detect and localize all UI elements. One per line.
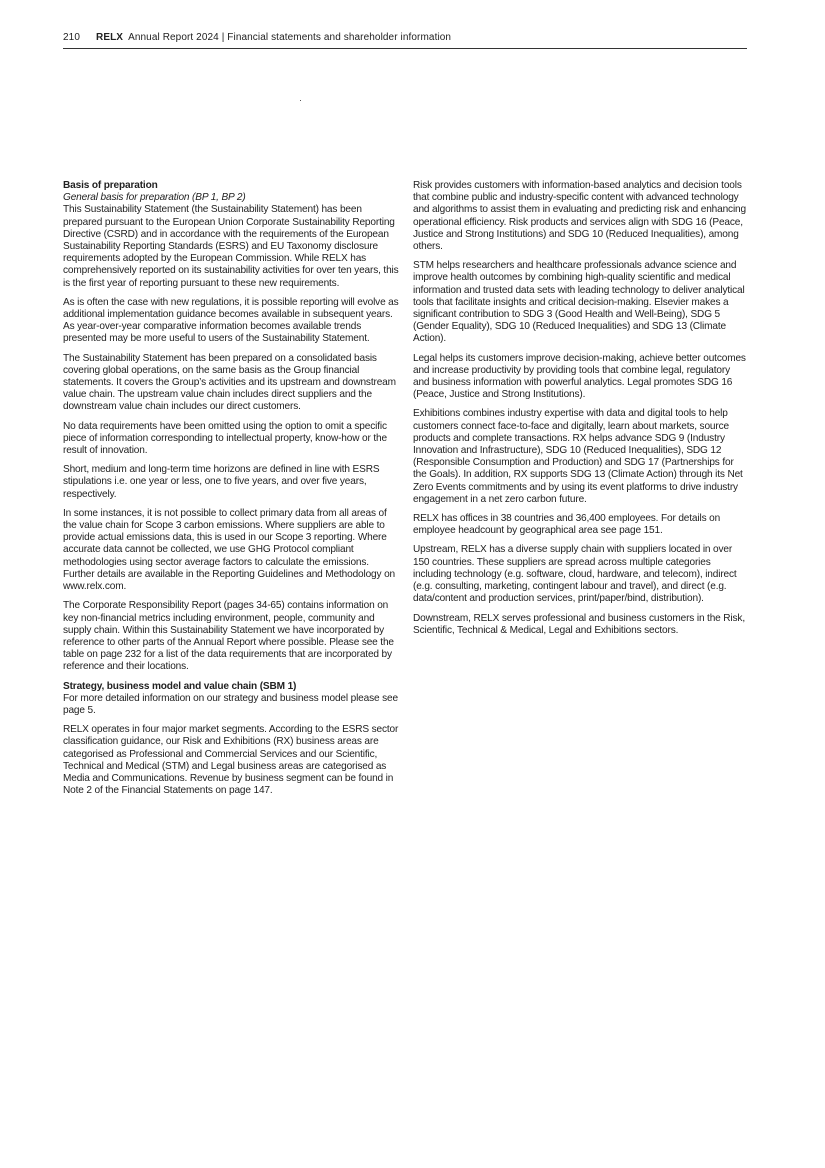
basis-subheading: General basis for preparation (BP 1, BP 2) bbox=[63, 192, 246, 204]
paragraph: No data requirements have been omitted using the option to omit a specific piece of information corresponding to intellectual property, know-how or the result of innovation. bbox=[63, 420, 387, 457]
paragraph: Risk provides customers with information-based analytics and decision tools that combine public and industry-specific content with advanced technology and algorithms to assist them in evaluating and predicting risk and enhancing operational efficiency. Risk products and services align with SDG 16 (Peace, Justice and Strong Institutions) and SDG 10 (Reduced Inequalities), among others. bbox=[413, 180, 746, 253]
paragraph: Exhibitions combines industry expertise with data and digital tools to help customers connect face-to-face and digitally, learn about markets, source products and complete transactions. RX helps advance SDG 9 (Industry Innovation and Infrastructure), SDG 10 (Reduced Inequalities), SDG 12 (Responsible Consumption and Production) and SDG 17 (Partnerships for the Goals). In addition, RX supports SDG 13 (Climate Action) through its Net Zero Events commitments and by using its event platforms to drive industry engagement in a net zero carbon future. bbox=[413, 408, 743, 505]
paragraph: STM helps researchers and healthcare professionals advance science and improve health outcomes by combining high-quality scientific and medical information and trusted data sets with leading technology to deliver analytical tools that facilitate insights and critical decision-making. Elsevier makes a significant contribution to SDG 3 (Good Health and Well-Being), SDG 5 (Gender Equality), SDG 10 (Reduced Inequalities) and SDG 13 (Climate Action). bbox=[413, 260, 745, 345]
paragraph: RELX has offices in 38 countries and 36,400 employees. For details on employee headcount by geographical area see page 151. bbox=[413, 513, 721, 537]
right-column bbox=[413, 180, 749, 644]
paragraph: Short, medium and long-term time horizons are defined in line with ESRS stipulations i.e. one year or less, one to five years, and over five years, respectively. bbox=[63, 464, 380, 500]
paragraph: The Sustainability Statement has been prepared on a consolidated basis covering global operations, on the same basis as the Group financial statements. It covers the Group’s activities and its upstream and downstream value chain. The upstream value chain includes direct suppliers and the downstream value chain includes our direct customers. bbox=[63, 352, 396, 413]
paragraph: As is often the case with new regulations, it is possible reporting will evolve as additional implementation guidance becomes available in subsequent years. As year-over-year comparative information becomes available trends presented may be more useful to users of the Sustainability Statement. bbox=[63, 296, 399, 345]
left-column bbox=[63, 180, 399, 804]
header-title: Annual Report 2024 | Financial statements and shareholder information bbox=[128, 32, 452, 43]
page-number: 210 bbox=[63, 32, 80, 43]
paragraph: The Corporate Responsibility Report (pages 34-65) contains information on key non-financial metrics including environment, people, community and supply chain. Within this Sustainability Statement we have incorporated by reference to other parts of the Annual Report where possible. Please see the table on page 232 for a list of the data requirements that are incorporated by reference and their locations. bbox=[63, 600, 394, 673]
paragraph: RELX operates in four major market segments. According to the ESRS sector classification guidance, our Risk and Exhibitions (RX) business areas are categorised as Professional and Commercial Services and our Scientific, Technical and Medical (STM) and Legal business areas are categorised as Media and Communications. Revenue by business segment can be found in Note 2 of the Financial Statements on page 147. bbox=[63, 724, 399, 797]
paragraph: For more detailed information on our strategy and business model please see page 5. bbox=[63, 692, 398, 716]
paragraph: Legal helps its customers improve decision-making, achieve better outcomes and increase productivity by providing tools that combine legal, regulatory and business information with powerful analytics. Legal promotes SDG 16 (Peace, Justice and Strong Institutions). bbox=[413, 352, 746, 401]
paragraph: In some instances, it is not possible to collect primary data from all areas of the value chain for Scope 3 carbon emissions. Where suppliers are able to provide actual emissions data, this is used in our Scope 3 reporting. Where accurate data cannot be collected, we use GHG Protocol compliant methodologies using sector average factors to calculate the emissions. Further details are available in the Reporting Guidelines and Methodology on www.relx.com. bbox=[63, 507, 395, 593]
brand-name: RELX bbox=[96, 32, 124, 43]
basis-heading: Basis of preparation bbox=[63, 180, 158, 191]
paragraph: Downstream, RELX serves professional and business customers in the Risk, Scientific, Technical & Medical, Legal and Exhibitions sectors. bbox=[413, 612, 745, 636]
header-rule bbox=[63, 48, 747, 49]
strategy-heading: Strategy, business model and value chain (SBM 1) bbox=[63, 680, 297, 692]
paragraph: Upstream, RELX has a diverse supply chain with suppliers located in over 150 countries. These suppliers are spread across multiple categories including technology (e.g. software, cloud, hardware, and telecom), indirect (e.g. consulting, marketing, contingent labour and travel), and direct (e.g. data/content and production services, print/paper/bind, distribution). bbox=[413, 544, 737, 605]
paragraph: This Sustainability Statement (the Sustainability Statement) has been prepared pursuant to the European Union Corporate Sustainability Reporting Directive (CSRD) and in accordance with the requirements of the European Sustainability Reporting Standards (ESRS) and EU Taxonomy disclosure requirements adopted by the European Commission. While RELX has comprehensively reported on its sustainability activities for over ten years, this is the first year of reporting pursuant to these new requirements. bbox=[63, 204, 399, 289]
stray-mark bbox=[300, 100, 301, 101]
